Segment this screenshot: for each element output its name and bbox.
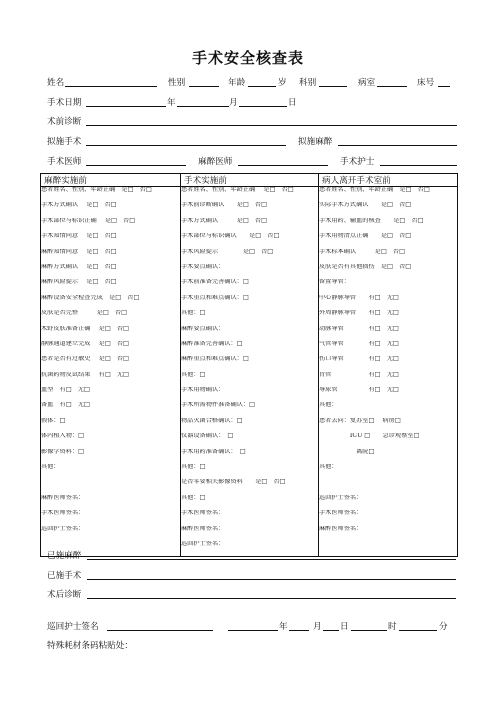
signature-line[interactable]: 手术医师签名：: [41, 510, 85, 517]
check-item[interactable]: 麻醉知情同意 是□ 否□: [41, 248, 117, 255]
nurse-label: 手术护士: [340, 157, 375, 167]
nurse-sign-label: 巡回护士签名: [47, 622, 99, 632]
date-label: 手术日期: [47, 98, 82, 108]
sign-minute-label: 分: [439, 622, 448, 632]
check-item[interactable]: ICU □ 急诊观察室□: [319, 433, 420, 440]
sign-day-label: 日: [340, 622, 349, 632]
check-item[interactable]: 麻醉风险提示 是□ 否□: [41, 279, 117, 286]
signature-line[interactable]: 巡回护士签名：: [319, 494, 363, 501]
check-item[interactable]: 皮肤是否完整 是□ 否□: [41, 310, 127, 317]
plan-row: [47, 135, 459, 148]
check-item[interactable]: 麻醉准备完善确认：□: [181, 340, 243, 347]
nurse-sign-field[interactable]: [107, 630, 213, 631]
plan-anes-field[interactable]: [338, 145, 457, 146]
age-field[interactable]: [248, 86, 276, 87]
diag-field[interactable]: [86, 125, 457, 126]
check-item[interactable]: 手术用药、输血的核查 是□ 否□: [319, 217, 424, 224]
anes-doc-label: 麻醉医师: [198, 157, 233, 167]
spacer: [41, 479, 180, 494]
check-item[interactable]: 抗菌药物皮试结果 有□ 无□: [41, 371, 129, 378]
year-label: 年: [167, 98, 176, 108]
check-item[interactable]: 手术部位与标识确认 是□ 否□: [181, 233, 280, 240]
check-item[interactable]: 手术方式确认 是□ 否□: [181, 217, 267, 224]
signature-line[interactable]: 手术医师签名：: [181, 510, 225, 517]
sign-hour-field[interactable]: [351, 630, 387, 631]
col-heading-before-anesthesia: 麻醉实施前: [41, 174, 181, 187]
check-item: 留置导管：: [319, 279, 350, 286]
nurse-sign-row: [47, 620, 459, 633]
surgeon-label: 手术医师: [47, 157, 82, 167]
done-op-field[interactable]: [87, 579, 456, 580]
check-item[interactable]: 手术用药准备确认： □: [181, 448, 246, 455]
date-day-field[interactable]: [239, 106, 287, 107]
date-row: [47, 96, 459, 109]
check-item: 麻醉要点确认：: [181, 325, 225, 332]
check-item[interactable]: 手术方式确认 是□ 否□: [41, 202, 117, 209]
check-item[interactable]: 手术风险提示 是□ 否□: [181, 248, 274, 255]
check-item[interactable]: 手术标本确认 是□ 否□: [319, 248, 405, 255]
col-before-anesthesia: [41, 187, 181, 557]
col-before-surgery: [181, 187, 319, 557]
done-anes-field[interactable]: [87, 559, 456, 560]
sign-hour-label: 时: [388, 622, 397, 632]
col-heading-before-surgery: 手术实施前: [181, 174, 319, 187]
day-label: 日: [288, 98, 297, 108]
check-item[interactable]: 手术部位与标识正确 是□ 否□: [41, 217, 136, 224]
name-field[interactable]: [65, 86, 157, 87]
gender-label: 性别: [168, 78, 186, 88]
check-item[interactable]: 皮肤是否有其他损伤 是□ 否□: [319, 263, 412, 270]
check-item[interactable]: 患者姓名、性别、年龄正确 是□ 否□: [41, 187, 152, 193]
bed-label: 床号: [417, 78, 435, 88]
check-item[interactable]: 静脉通道建立完成 是□ 否□: [41, 340, 129, 347]
form-title: 手术安全核查表: [191, 49, 304, 67]
staff-row: [47, 155, 459, 168]
done-anes-label: 已施麻醉: [47, 551, 82, 561]
check-item[interactable]: 麻醉重点和难点确认：□: [181, 356, 249, 363]
check-item[interactable]: 伤口导管 有□ 无□: [319, 356, 399, 363]
signature-line[interactable]: 手术医师签名：: [319, 510, 363, 517]
sign-year-field[interactable]: [228, 630, 278, 631]
check-item[interactable]: 其他：: [41, 464, 60, 471]
sign-minute-field[interactable]: [399, 630, 437, 631]
bed-field[interactable]: [438, 86, 450, 87]
sign-day-field[interactable]: [323, 630, 339, 631]
month-label: 月: [229, 98, 238, 108]
check-item[interactable]: 是否零要相关影像资料 是□ 否□: [181, 479, 286, 486]
signature-line[interactable]: 麻醉医师签名：: [319, 525, 363, 532]
check-item: 手术用物确认：: [181, 387, 225, 394]
post-diag-row: [47, 588, 459, 601]
check-item[interactable]: 麻醉设备安全检查完成 是□ 否□: [41, 294, 140, 301]
diag-row: [47, 115, 459, 128]
check-item[interactable]: 手术重点和难点确认：□: [181, 294, 249, 301]
plan-anes-label: 拟施麻醉: [298, 137, 333, 147]
date-year-field[interactable]: [86, 106, 166, 107]
signature-line[interactable]: 麻醉医师签名：: [181, 525, 225, 532]
done-anes-row: [47, 549, 459, 562]
sign-year-label: 年: [279, 622, 288, 632]
check-item[interactable]: 仪器设备确认： □: [181, 433, 234, 440]
signature-line[interactable]: 巡回护士签名：: [181, 540, 225, 547]
name-label: 姓名: [47, 78, 65, 88]
sign-month-field[interactable]: [289, 630, 309, 631]
check-item[interactable]: 手术所需物件准备确认：□: [181, 402, 255, 409]
col-before-leaving: [319, 187, 458, 557]
checklist-table: [40, 173, 458, 557]
check-item[interactable]: 手术知情同意 是□ 否□: [41, 233, 117, 240]
check-item[interactable]: 其他：: [319, 402, 338, 409]
check-item[interactable]: 其他：□: [181, 371, 206, 378]
signature-line[interactable]: 麻醉医师签名：: [41, 494, 85, 501]
check-item[interactable]: 体内植入物：□: [41, 433, 84, 440]
ward-field[interactable]: [377, 86, 407, 87]
post-diag-field[interactable]: [87, 598, 456, 599]
diag-label: 术前诊断: [47, 117, 82, 127]
check-item[interactable]: 血型 有□ 无□: [41, 387, 90, 394]
check-item[interactable]: 动脉导管 有□ 无□: [319, 325, 399, 332]
surgeon-field[interactable]: [86, 165, 186, 166]
nurse-field[interactable]: [380, 165, 457, 166]
check-item[interactable]: 其他：□: [181, 494, 206, 501]
check-item[interactable]: 离院□: [319, 448, 375, 455]
sign-month-label: 月: [313, 622, 322, 632]
gender-field[interactable]: [189, 86, 219, 87]
check-item[interactable]: 手术前诊断确认 是□ 否□: [181, 202, 267, 209]
check-item[interactable]: 影像学资料：□: [41, 448, 84, 455]
ward-label: 病室: [358, 78, 376, 88]
check-item[interactable]: 中心静脉导管 有□ 无□: [319, 294, 399, 301]
plan-op-label: 拟施手术: [47, 137, 82, 147]
signature-line[interactable]: 巡回护士签名：: [41, 525, 85, 532]
check-item[interactable]: 实际手术方式确认 是□ 否□: [319, 202, 412, 209]
check-item[interactable]: 手术前准备完善确认：□: [181, 279, 249, 286]
age-unit: 岁: [278, 78, 287, 88]
check-item[interactable]: 麻醉方式确认 是□ 否□: [41, 263, 117, 270]
check-item: 手术要点确认：: [181, 263, 225, 270]
dept-field[interactable]: [319, 86, 347, 87]
age-label: 年龄: [228, 78, 246, 88]
check-item[interactable]: 物品灭菌合格确认：□: [181, 417, 243, 424]
col-heading-before-leaving: 病人离开手术室前: [319, 174, 458, 187]
check-item[interactable]: 其他：□: [181, 310, 206, 317]
check-item[interactable]: 假体：□: [41, 417, 66, 424]
plan-op-field[interactable]: [86, 145, 286, 146]
check-item[interactable]: 胃管 有□ 无□: [319, 371, 399, 378]
check-item[interactable]: 术野皮肤准备正确 是□ 否□: [41, 325, 129, 332]
barcode-label: 特殊耗材条码粘贴处：: [47, 641, 133, 651]
check-item[interactable]: 患者姓名、性别、年龄正确 是□ 否□: [319, 187, 430, 193]
check-item[interactable]: 导尿管 有□ 无□: [319, 387, 399, 394]
check-item[interactable]: 其他：: [319, 464, 338, 471]
patient-info-row: [47, 76, 459, 89]
spacer: [319, 479, 457, 494]
check-item[interactable]: 手术用物清点正确 是□ 否□: [319, 233, 412, 240]
check-item[interactable]: 患者姓名、性别、年龄正确 是□ 否□: [181, 187, 294, 193]
check-item[interactable]: 患者是否有过敏史 是□ 否□: [41, 356, 129, 363]
post-diag-label: 术后诊断: [47, 590, 82, 600]
done-op-label: 已施手术: [47, 571, 82, 581]
date-month-field[interactable]: [177, 106, 229, 107]
check-item[interactable]: 气管导管 有□ 无□: [319, 340, 399, 347]
dept-label: 科别: [299, 78, 317, 88]
done-op-row: [47, 569, 459, 582]
anes-doc-field[interactable]: [238, 165, 328, 166]
check-item[interactable]: 备血 有□ 无□: [41, 402, 90, 409]
check-item[interactable]: 外周静脉导管 有□ 无□: [319, 310, 399, 317]
check-item[interactable]: 其他：□: [181, 464, 206, 471]
check-item[interactable]: 患者去向：复苏室□ 病房□: [319, 417, 401, 424]
